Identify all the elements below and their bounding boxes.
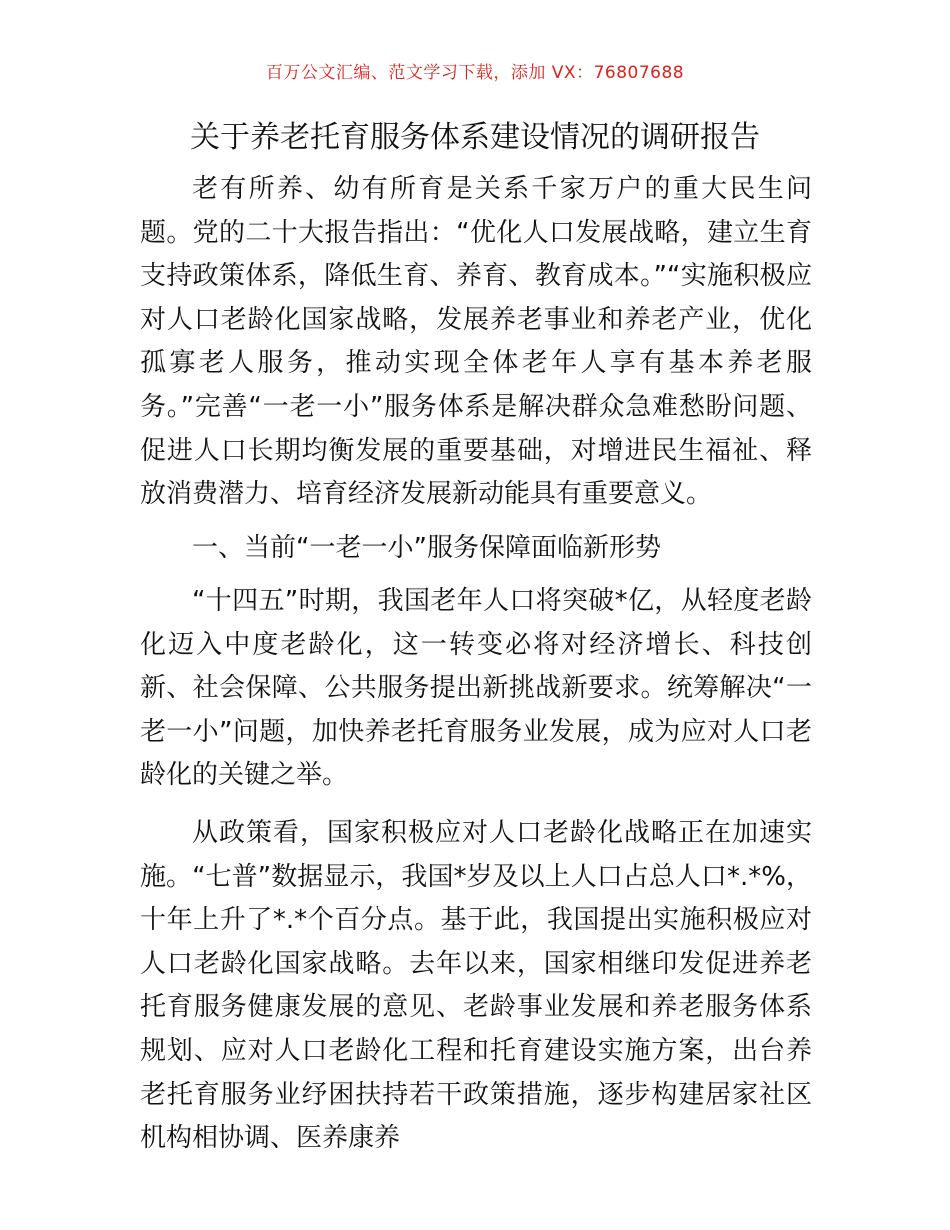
paragraph-intro: 老有所养、幼有所育是关系千家万户的重大民生问题。党的二十大报告指出：“优化人口发展战略，建立生育支持政策体系，降低生育、养育、教育成本。”“实施积极应对人口老龄化国家战略，发展养老事业和养老产业，优化孤寡老人服务，推动实现全体老年人享有基本养老服务。”完善“一老一小”服务体系是解决群众急难愁盼问题、促进人口长期均衡发展的重要基础，对增进民生福祉、释放消费潜力、培育经济发展新动能具有重要意义。 (140, 174, 812, 510)
header-note: 百万公文汇编、范文学习下载，添加 VX：76807688 (265, 63, 685, 83)
paragraph-situation: “十四五”时期，我国老年人口将突破*亿，从轻度老龄化迈入中度老龄化，这一转变必将对经济增长、科技创新、社会保障、公共服务提出新挑战新要求。统筹解决“一老一小”问题，加快养老托育服务业发展，成为应对人口老龄化的关键之举。 (140, 586, 812, 791)
document-title: 关于养老托育服务体系建设情况的调研报告 (190, 120, 760, 155)
section-heading: 一、当前“一老一小”服务保障面临新形势 (192, 533, 661, 563)
paragraph-policy: 从政策看，国家积极应对人口老龄化战略正在加速实施。“七普”数据显示，我国*岁及以上人口占总人口*.*%，十年上升了*.*个百分点。基于此，我国提出实施积极应对人口老龄化国家战略。去年以来，国家相继印发促进养老托育服务健康发展的意见、老龄事业发展和养老服务体系规划、应对人口老龄化工程和托育建设实施方案，出台养老托育服务业纾困扶持若干政策措施，逐步构建居家社区机构相协调、医养康养 (140, 818, 812, 1154)
